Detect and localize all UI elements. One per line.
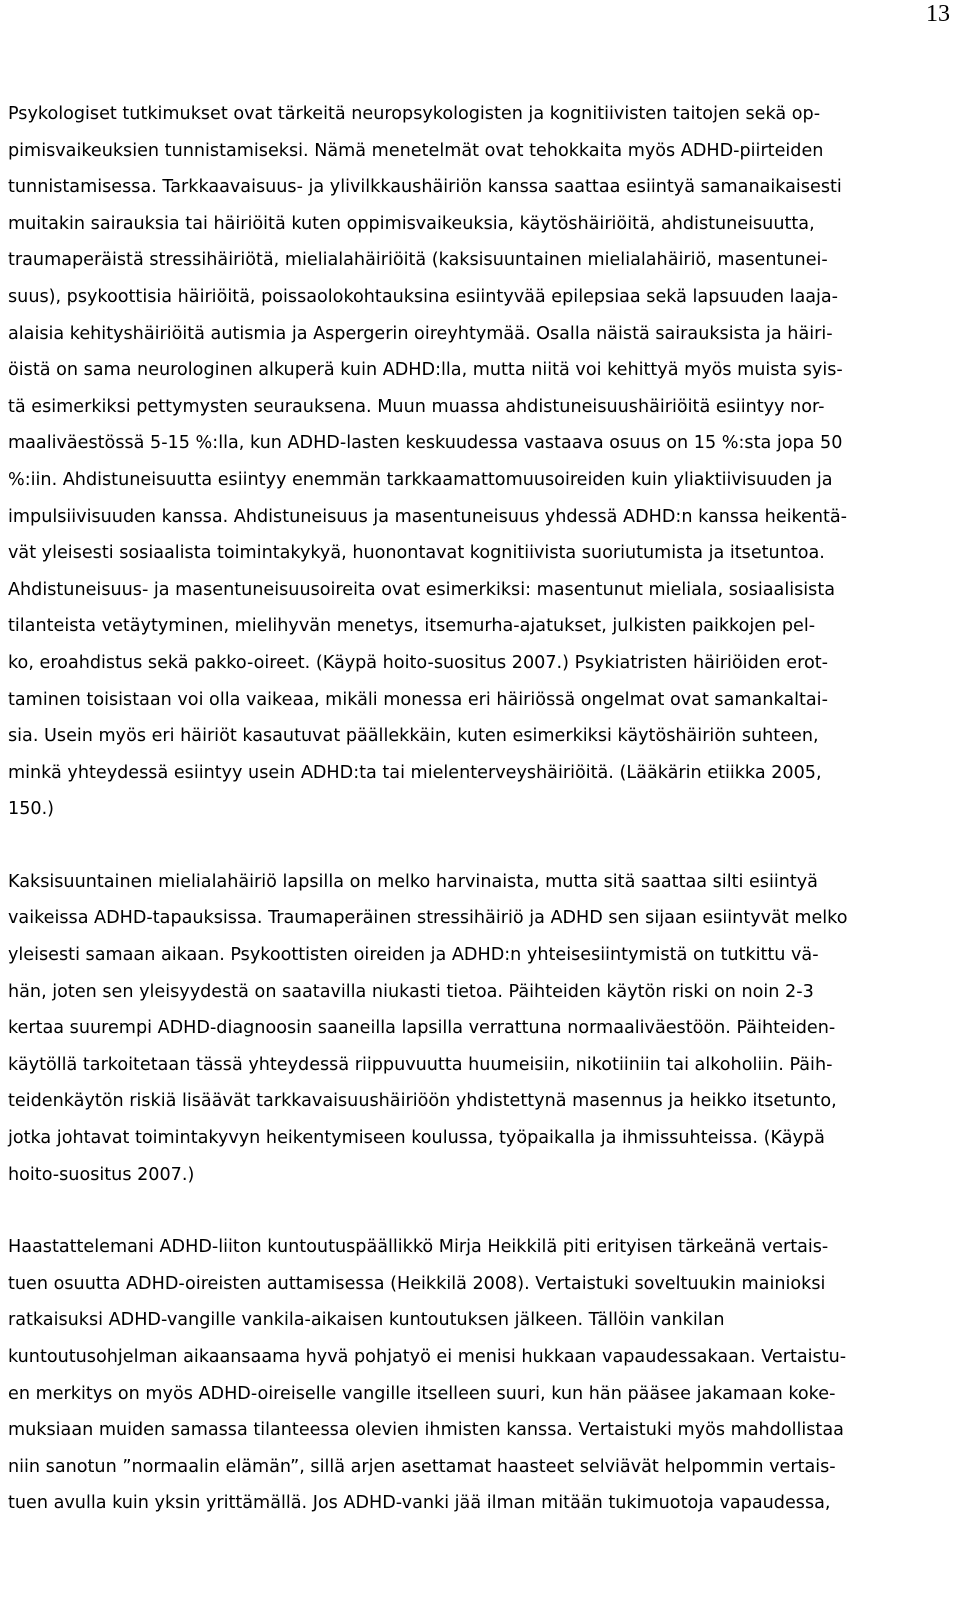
text-line: ratkaisuksi ADHD-vangille vankila-aikaisen kuntoutuksen jälkeen. Tällöin vankilan — [8, 1310, 725, 1331]
text-line: Ahdistuneisuus- ja masentuneisuusoireita ovat esimerkiksi: masentunut mieliala, sosiaalisista — [8, 579, 836, 600]
text-line: Psykologiset tutkimukset ovat tärkeitä neuropsykologisten ja kognitiivisten taitojen sekä op- — [8, 104, 821, 124]
text-line: Haastattelemani ADHD-liiton kuntoutuspäällikkö Mirja Heikkilä piti erityisen tärkeänä vertais- — [8, 1237, 829, 1258]
text-line: 150.) — [8, 799, 55, 820]
text-line: käytöllä tarkoitetaan tässä yhteydessä riippuvuutta huumeisiin, nikotiiniin tai alkoholiin. Päih- — [8, 1054, 833, 1075]
text-line: hoito-suositus 2007.) — [8, 1164, 195, 1185]
text-line: alaisia kehityshäiriöitä autismia ja Aspergerin oireyhtymää. Osalla näistä sairauksista ja häiri- — [8, 323, 833, 344]
text-line: muitakin sairauksia tai häiriöitä kuten oppimisvaikeuksia, käytöshäiriöitä, ahdistuneisuutta, — [8, 213, 815, 234]
text-line: tä esimerkiksi pettymysten seurauksena. Muun muassa ahdistuneisuushäiriöitä esiintyy nor- — [8, 396, 825, 417]
text-line: kuntoutusohjelman aikaansaama hyvä pohjatyö ei menisi hukkaan vapaudessakaan. Vertaistu- — [8, 1347, 847, 1367]
text-line: tunnistamisessa. Tarkkaavaisuus- ja ylivilkkaushäiriön kanssa saattaa esiintyä samanaikaisesti — [8, 177, 842, 198]
text-line: vaikeissa ADHD-tapauksissa. Traumaperäinen stressihäiriö ja ADHD sen sijaan esiintyvät melko — [8, 908, 848, 929]
text-line: vät yleisesti sosiaalista toimintakykyä, huonontavat kognitiivista suoriutumista ja itsetuntoa. — [8, 543, 825, 564]
text-line: maaliväestössä 5-15 %:lla, kun ADHD-lasten keskuudessa vastaava osuus on 15 %:sta jopa 50 — [8, 433, 843, 454]
text-line: teidenkäytön riskiä lisäävät tarkkavaisuushäiriöön yhdistettynä masennus ja heikko itsetunto, — [8, 1091, 837, 1112]
text-line: tuen avulla kuin yksin yrittämällä. Jos ADHD-vanki jää ilman mitään tukimuotoja vapaudessa, — [8, 1493, 831, 1514]
text-line: en merkitys on myös ADHD-oireiselle vangille itselleen suuri, kun hän pääsee jakamaan koke- — [8, 1383, 836, 1404]
document-body — [8, 96, 920, 1522]
paragraph-1 — [8, 96, 920, 828]
page-number: 13 — [926, 1, 950, 27]
text-line: impulsiivisuuden kanssa. Ahdistuneisuus ja masentuneisuus yhdessä ADHD:n kanssa heikentä- — [8, 506, 848, 527]
text-line: traumaperäistä stressihäiriötä, mielialahäiriöitä (kaksisuuntainen mielialahäiriö, masentunei- — [8, 250, 828, 271]
text-line: hän, joten sen yleisyydestä on saatavilla niukasti tietoa. Päihteiden käytön riski on noin 2-3 — [8, 981, 814, 1002]
text-line: kertaa suurempi ADHD-diagnoosin saaneilla lapsilla verrattuna normaaliväestöön. Päihteiden- — [8, 1018, 836, 1039]
text-line: öistä on sama neurologinen alkuperä kuin ADHD:lla, mutta niitä voi kehittyä myös muista syis- — [8, 360, 843, 381]
text-line: suus), psykoottisia häiriöitä, poissaolokohtauksina esiintyvää epilepsiaa sekä lapsuuden laaja- — [8, 286, 839, 307]
text-line: muksiaan muiden samassa tilanteessa olevien ihmisten kanssa. Vertaistuki myös mahdollistaa — [8, 1420, 844, 1441]
text-line: jotka johtavat toimintakyvyn heikentymiseen koulussa, työpaikalla ja ihmissuhteissa. (Käypä — [8, 1128, 825, 1149]
paragraph-2 — [8, 864, 920, 1193]
text-line: sia. Usein myös eri häiriöt kasautuvat päällekkäin, kuten esimerkiksi käytöshäiriön suhteen, — [8, 726, 819, 747]
text-line: tuen osuutta ADHD-oireisten auttamisessa (Heikkilä 2008). Vertaistuki soveltuukin mainioksi — [8, 1273, 826, 1294]
text-line: Kaksisuuntainen mielialahäiriö lapsilla on melko harvinaista, mutta sitä saattaa silti esiintyä — [8, 871, 818, 892]
text-line: niin sanotun ”normaalin elämän”, sillä arjen asettamat haasteet selviävät helpommin vertais- — [8, 1456, 836, 1477]
text-line: %:iin. Ahdistuneisuutta esiintyy enemmän tarkkaamattomuusoireiden kuin yliaktiivisuuden ja — [8, 469, 833, 490]
text-line: minkä yhteydessä esiintyy usein ADHD:ta tai mielenterveyshäiriöitä. (Lääkärin etiikka 2005, — [8, 762, 822, 783]
paragraph-3 — [8, 1229, 920, 1522]
text-line: taminen toisistaan voi olla vaikeaa, mikäli monessa eri häiriössä ongelmat ovat samankaltai- — [8, 689, 828, 710]
text-line: tilanteista vetäytyminen, mielihyvän menetys, itsemurha-ajatukset, julkisten paikkojen pel- — [8, 616, 816, 637]
text-line: pimisvaikeuksien tunnistamiseksi. Nämä menetelmät ovat tehokkaita myös ADHD-piirteiden — [8, 140, 824, 161]
text-line: ko, eroahdistus sekä pakko-oireet. (Käypä hoito-suositus 2007.) Psykiatristen häiriöiden erot- — [8, 652, 828, 673]
text-line: yleisesti samaan aikaan. Psykoottisten oireiden ja ADHD:n yhteisesiintymistä on tutkittu vä- — [8, 945, 819, 966]
